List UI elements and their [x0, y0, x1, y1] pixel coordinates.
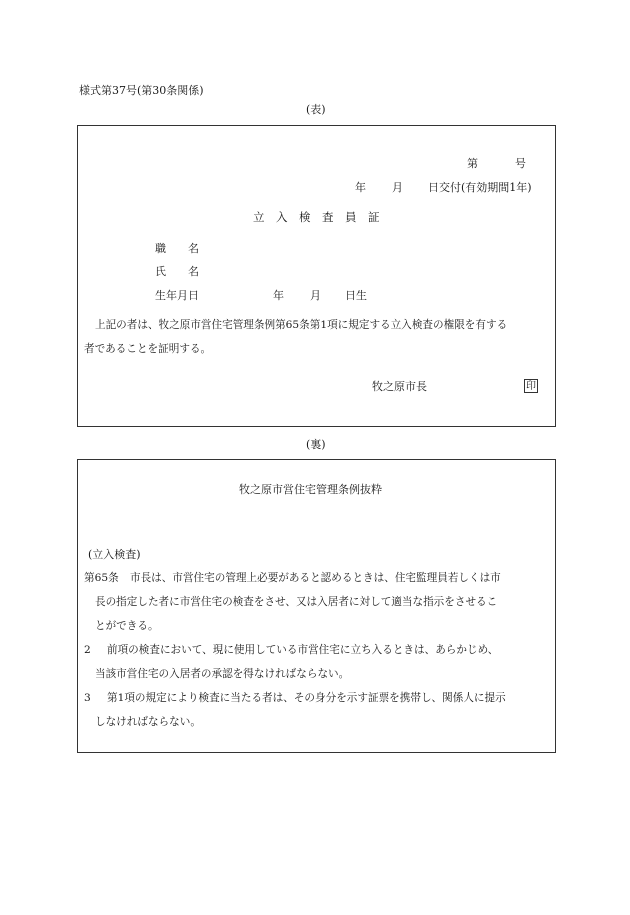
form-number: 様式第37号(第30条関係)	[79, 84, 204, 97]
section-heading: (立入検査)	[88, 548, 141, 561]
birth-year: 年	[273, 289, 284, 302]
card-number-suffix: 号	[515, 157, 526, 170]
paragraph-3-line-1: 第1項の規定により検査に当たる者は、その身分を示す証票を携帯し、関係人に提示	[107, 692, 506, 704]
position-label: 職 名	[155, 242, 199, 255]
name-label: 氏 名	[155, 265, 199, 278]
birthdate-label: 生年月日	[155, 289, 199, 302]
article-line-2: 長の指定した者に市営住宅の検査をさせ、又は入居者に対して適当な指示をさせるこ	[95, 596, 498, 608]
article-line-1: 市長は、市営住宅の管理上必要があると認めるときは、住宅監理員若しくは市	[130, 572, 501, 584]
card-title: 立 入 検 査 員 証	[253, 210, 380, 224]
paragraph-2-line-2: 当該市営住宅の入居者の承認を得なければならない。	[95, 668, 350, 680]
paragraph-2-number: 2	[84, 644, 91, 656]
ordinance-title: 牧之原市営住宅管理条例抜粋	[239, 483, 382, 496]
front-card	[77, 125, 556, 427]
paragraph-3-number: 3	[84, 692, 91, 704]
back-side-label: (裏)	[306, 438, 326, 451]
paragraph-2-line-1: 前項の検査において、現に使用している市営住宅に立ち入るときは、あらかじめ、	[107, 644, 499, 656]
certification-line-2: 者であることを証明する。	[84, 343, 212, 355]
card-number-prefix: 第	[467, 157, 478, 170]
issue-month: 月	[392, 181, 403, 194]
birth-month: 月	[310, 289, 321, 302]
article-line-3: とができる。	[95, 620, 159, 632]
front-side-label: (表)	[306, 103, 326, 116]
article-number: 第65条	[84, 572, 119, 584]
certification-line-1: 上記の者は、牧之原市営住宅管理条例第65条第1項に規定する立入検査の権限を有する	[95, 319, 508, 331]
birth-day: 日生	[345, 289, 367, 302]
issuer-name: 牧之原市長	[372, 380, 427, 393]
seal-mark: 印	[526, 381, 536, 392]
issue-year: 年	[355, 181, 366, 194]
paragraph-3-line-2: しなければならない。	[95, 716, 201, 728]
issue-day-validity: 日交付(有効期間1年)	[428, 181, 532, 194]
